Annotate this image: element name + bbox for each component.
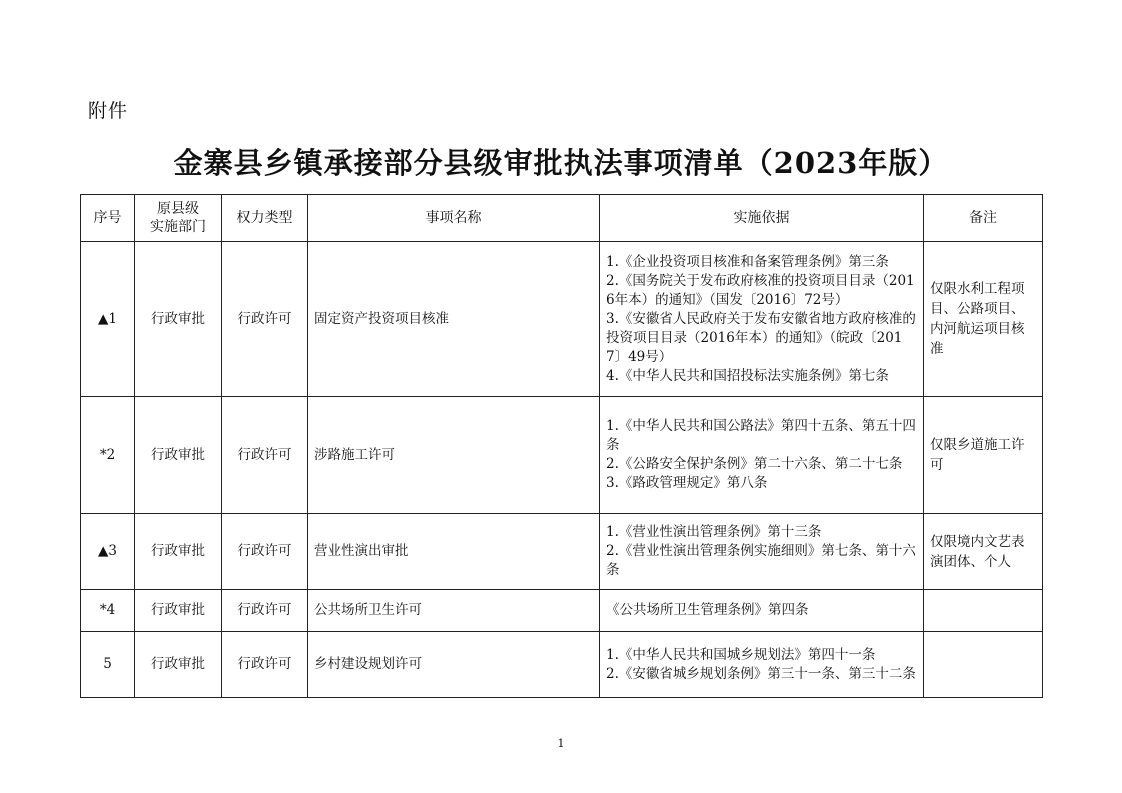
row-note: 仅限境内文艺表演团体、个人 [924,514,1043,590]
header-basis: 实施依据 [600,195,924,242]
basis-line: 2.《国务院关于发布政府核准的投资项目目录（2016年本）的通知》（国发〔2016〕72号） [606,272,915,308]
row-basis [600,632,924,698]
basis-line: 2.《公路安全保护条例》第二十六条、第二十七条 [606,456,903,472]
row-seq: ▲1 [81,242,135,397]
row-note [924,590,1043,632]
attachment-label: 附件 [88,100,129,122]
row-dept: 行政审批 [135,514,222,590]
table-row [81,590,1043,632]
row-basis [600,514,924,590]
row-seq: ▲3 [81,514,135,590]
basis-line: 《公共场所卫生管理条例》第四条 [606,602,809,618]
page-number: 1 [557,737,565,750]
row-note: 仅限乡道施工许可 [924,397,1043,514]
basis-line: 1.《中华人民共和国城乡规划法》第四十一条 [606,646,876,663]
basis-line: 1.《营业性演出管理条例》第十三条 [606,524,822,540]
row-dept: 行政审批 [135,632,222,698]
row-dept: 行政审批 [135,397,222,514]
row-name: 公共场所卫生许可 [308,590,600,632]
row-basis [600,242,924,397]
row-type: 行政许可 [222,242,308,397]
header-dept-line1: 原县级 [157,201,199,217]
row-dept: 行政审批 [135,242,222,397]
row-name: 营业性演出审批 [308,514,600,590]
basis-line: 3.《路政管理规定》第八条 [606,475,768,491]
row-type: 行政许可 [222,590,308,632]
row-basis [600,590,924,632]
table-row [81,242,1043,397]
basis-line: 2.《营业性演出管理条例实施细则》第七条、第十六条 [606,543,916,578]
row-seq: *4 [81,590,135,632]
row-seq: *2 [81,397,135,514]
row-name: 固定资产投资项目核准 [308,242,600,397]
row-note [924,632,1043,698]
row-type: 行政许可 [222,397,308,514]
header-name: 事项名称 [308,195,600,242]
basis-line: 3.《安徽省人民政府关于发布安徽省地方政府核准的投资项目目录（2016年本）的通知》（皖政〔2017〕49号） [606,310,916,365]
table-row [81,632,1043,698]
table-row [81,514,1043,590]
header-seq: 序号 [81,195,135,242]
row-type: 行政许可 [222,632,308,698]
row-note: 仅限水利工程项目、公路项目、内河航运项目核准 [924,242,1043,397]
row-name: 涉路施工许可 [308,397,600,514]
row-dept: 行政审批 [135,590,222,632]
row-type: 行政许可 [222,514,308,590]
basis-line: 1.《中华人民共和国公路法》第四十五条、第五十四条 [606,418,916,453]
header-note: 备注 [924,195,1043,242]
basis-line: 1.《企业投资项目核准和备案管理条例》第三条 [606,253,889,270]
header-type: 权力类型 [222,195,308,242]
table-row [81,397,1043,514]
document-title: 金寨县乡镇承接部分县级审批执法事项清单（2023年版） [173,146,949,180]
header-dept-line2: 实施部门 [150,219,206,235]
row-name: 乡村建设规划许可 [308,632,600,698]
basis-line: 4.《中华人民共和国招投标法实施条例》第七条 [606,367,889,384]
header-dept [135,195,222,242]
table-header-row [81,195,1043,242]
row-basis [600,397,924,514]
approval-items-table [80,194,1043,698]
basis-line: 2.《安徽省城乡规划条例》第三十一条、第三十二条 [606,665,916,682]
row-seq: 5 [81,632,135,698]
